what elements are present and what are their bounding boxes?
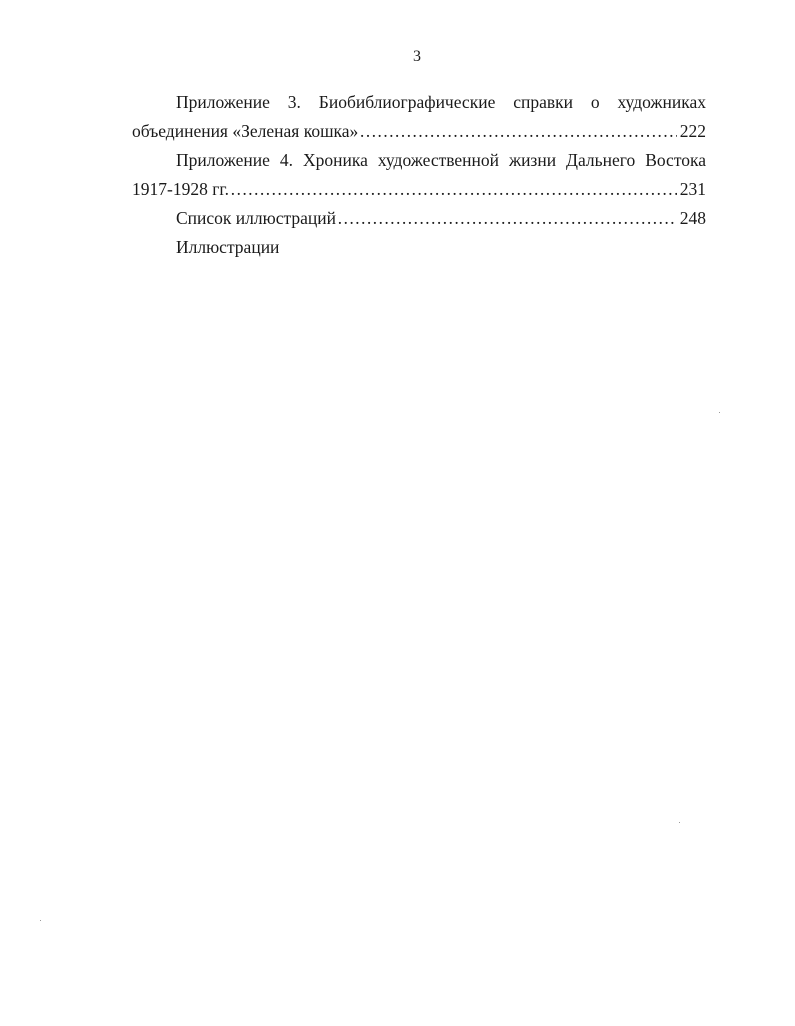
toc-entry-appendix-3 <box>132 88 706 146</box>
toc-entry-list-of-illustrations <box>132 204 706 233</box>
toc-entry-title-continuation: объединения «Зеленая кошка» <box>132 121 359 141</box>
toc-entry-title: Список иллюстраций <box>176 208 336 228</box>
page-number: 3 <box>413 48 421 65</box>
dot-leader <box>337 204 677 233</box>
dot-leader <box>359 117 676 146</box>
toc-entry-title: Приложение 3. Биобиблиографические справки о художниках <box>176 92 706 112</box>
toc-page-number: 222 <box>679 121 706 141</box>
toc-entry-title-continuation: 1917-1928 гг. <box>132 179 229 199</box>
scan-speck <box>719 412 720 413</box>
table-of-contents <box>132 88 706 262</box>
scan-speck <box>679 822 680 823</box>
toc-entry-continuation <box>132 117 706 146</box>
scan-speck <box>40 920 41 921</box>
toc-entry-title: Иллюстрации <box>176 237 280 257</box>
toc-page-number: 248 <box>679 208 706 228</box>
toc-page-number: 231 <box>679 179 706 199</box>
toc-entry-illustrations <box>132 233 706 262</box>
toc-entry-continuation <box>132 175 706 204</box>
dot-leader <box>230 175 677 204</box>
toc-entry-appendix-4 <box>132 146 706 204</box>
toc-entry-title: Приложение 4. Хроника художественной жизни Дальнего Востока <box>176 150 706 170</box>
